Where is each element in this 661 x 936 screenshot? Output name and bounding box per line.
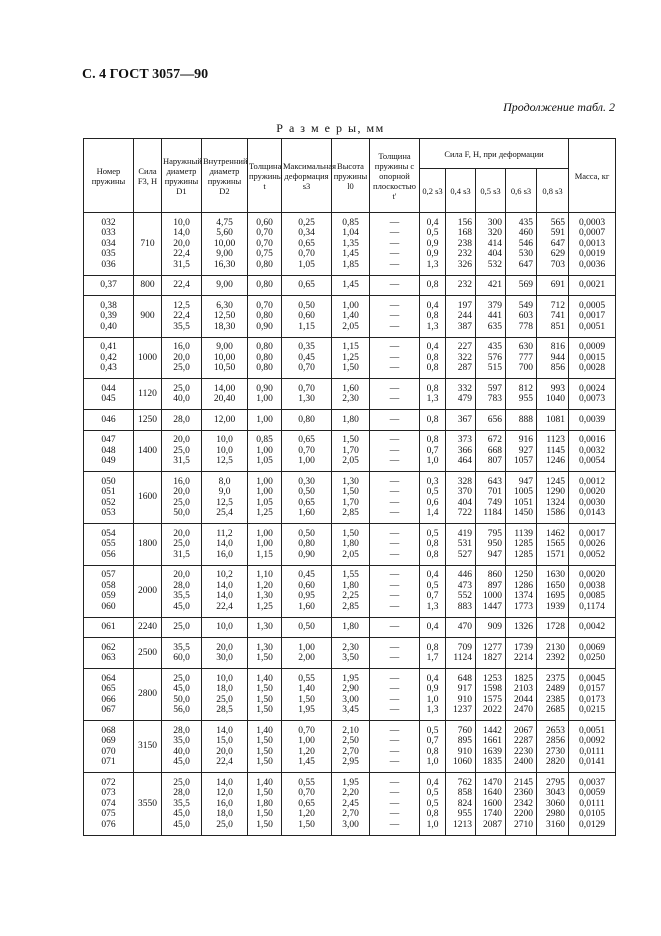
table-row-group — [84, 773, 616, 836]
cell-height: 1,95 2,20 2,45 2,70 3,00 — [332, 773, 370, 836]
table-row-group — [84, 275, 616, 296]
cell-thickness: 0,90 1,00 — [248, 379, 282, 410]
cell-inner-diameter: 8,0 9,0 12,5 25,4 — [202, 472, 248, 524]
cell-force: 2000 — [134, 565, 162, 617]
cell-force-05: 909 — [476, 617, 506, 638]
cell-force-05: 1277 1827 — [476, 638, 506, 669]
cell-inner-diameter: 11,2 14,0 16,0 — [202, 524, 248, 566]
cell-thickness: 1,10 1,20 1,30 1,25 — [248, 565, 282, 617]
cell-force-08: 691 — [537, 275, 569, 296]
cell-force-02: 0,4 0,9 1,0 1,3 — [420, 669, 446, 721]
cell-inner-diameter: 14,00 20,40 — [202, 379, 248, 410]
cell-outer-diameter: 28,0 35,0 40,0 45,0 — [162, 721, 202, 773]
cell-number: 061 — [84, 617, 134, 638]
table-row-group — [84, 565, 616, 617]
cell-outer-diameter: 20,0 25,0 31,5 — [162, 524, 202, 566]
cell-number: 054 055 056 — [84, 524, 134, 566]
table-row-group — [84, 379, 616, 410]
cell-support-thickness: — — — [370, 638, 420, 669]
cell-outer-diameter: 25,0 — [162, 617, 202, 638]
cell-thickness: 1,40 1,50 1,50 1,50 — [248, 669, 282, 721]
cell-force-08: 2653 2856 2730 2820 — [537, 721, 569, 773]
cell-force-02: 0,8 — [420, 275, 446, 296]
cell-height: 1,80 — [332, 617, 370, 638]
cell-force-06: 1250 1286 1374 1773 — [506, 565, 537, 617]
header-inner-diameter: Внутренний диаметр пружины D2 — [202, 139, 248, 213]
cell-support-thickness: — — [370, 275, 420, 296]
cell-inner-diameter: 10,0 18,0 25,0 28,5 — [202, 669, 248, 721]
cell-force: 3550 — [134, 773, 162, 836]
cell-force-08: 1123 1145 1246 — [537, 430, 569, 472]
cell-force-08: 1081 — [537, 410, 569, 431]
cell-number: 068 069 070 071 — [84, 721, 134, 773]
cell-inner-diameter: 12,00 — [202, 410, 248, 431]
cell-support-thickness: — — — — — [370, 721, 420, 773]
cell-outer-diameter: 16,0 20,0 25,0 — [162, 337, 202, 379]
cell-height: 1,50 1,70 2,05 — [332, 430, 370, 472]
cell-force: 1400 — [134, 430, 162, 472]
cell-thickness: 1,30 — [248, 617, 282, 638]
cell-max-deformation: 0,50 0,80 0,90 — [282, 524, 332, 566]
cell-max-deformation: 0,25 0,34 0,65 0,70 1,05 — [282, 213, 332, 276]
header-number: Номер пружины — [84, 139, 134, 213]
cell-force-02: 0,5 0,7 0,8 1,0 — [420, 721, 446, 773]
cell-outer-diameter: 35,5 60,0 — [162, 638, 202, 669]
header-def-08: 0,8 s3 — [537, 169, 569, 213]
cell-mass: 0,0051 0,0092 0,0111 0,0141 — [569, 721, 616, 773]
cell-number: 0,41 0,42 0,43 — [84, 337, 134, 379]
table-row-group — [84, 524, 616, 566]
cell-outer-diameter: 12,5 22,4 35,5 — [162, 296, 202, 338]
cell-max-deformation: 0,50 — [282, 617, 332, 638]
cell-mass: 0,0024 0,0073 — [569, 379, 616, 410]
cell-force-02: 0,8 — [420, 410, 446, 431]
cell-force-04: 648 917 910 1237 — [446, 669, 476, 721]
cell-height: 1,15 1,25 1,50 — [332, 337, 370, 379]
cell-support-thickness: — — — — — [370, 565, 420, 617]
header-mass: Масса, кг — [569, 139, 616, 213]
cell-force-08: 1630 1650 1695 1939 — [537, 565, 569, 617]
cell-max-deformation: 1,00 2,00 — [282, 638, 332, 669]
cell-mass: 0,0012 0,0020 0,0030 0,0143 — [569, 472, 616, 524]
cell-force-05: 860 897 1000 1447 — [476, 565, 506, 617]
cell-force-02: 0,8 1,3 — [420, 379, 446, 410]
cell-support-thickness: — — — — — — [370, 213, 420, 276]
table-caption: Р а з м е р ы, мм — [276, 121, 385, 135]
cell-outer-diameter: 25,0 45,0 50,0 56,0 — [162, 669, 202, 721]
cell-number: 044 045 — [84, 379, 134, 410]
cell-force-02: 0,8 1,7 — [420, 638, 446, 669]
cell-force-06: 569 — [506, 275, 537, 296]
cell-force-05: 1470 1640 1600 1740 2087 — [476, 773, 506, 836]
cell-force: 2240 — [134, 617, 162, 638]
cell-force-06: 630 777 700 — [506, 337, 537, 379]
cell-force-04: 470 — [446, 617, 476, 638]
table-row-group — [84, 296, 616, 338]
header-def-02: 0,2 s3 — [420, 169, 446, 213]
cell-force-04: 227 322 287 — [446, 337, 476, 379]
cell-force-05: 672 668 807 — [476, 430, 506, 472]
cell-mass: 0,0017 0,0026 0,0052 — [569, 524, 616, 566]
cell-inner-diameter: 10,0 10,0 12,5 — [202, 430, 248, 472]
cell-force-05: 643 701 749 1184 — [476, 472, 506, 524]
cell-force-04: 328 370 404 722 — [446, 472, 476, 524]
cell-force-02: 0,4 — [420, 617, 446, 638]
cell-max-deformation: 0,65 — [282, 275, 332, 296]
cell-max-deformation: 0,70 1,00 1,20 1,45 — [282, 721, 332, 773]
cell-inner-diameter: 14,0 12,0 16,0 18,0 25,0 — [202, 773, 248, 836]
cell-max-deformation: 0,30 0,50 0,65 1,60 — [282, 472, 332, 524]
cell-max-deformation: 0,80 — [282, 410, 332, 431]
cell-force-04: 156 168 238 232 326 — [446, 213, 476, 276]
cell-support-thickness: — — — — [370, 524, 420, 566]
cell-force-06: 1825 2103 2044 2470 — [506, 669, 537, 721]
cell-max-deformation: 0,55 0,70 0,65 1,20 1,50 — [282, 773, 332, 836]
cell-support-thickness: — — [370, 617, 420, 638]
table-row-group — [84, 410, 616, 431]
cell-force-05: 1253 1598 1575 2022 — [476, 669, 506, 721]
cell-inner-diameter: 10,0 — [202, 617, 248, 638]
cell-number: 057 058 059 060 — [84, 565, 134, 617]
cell-max-deformation: 0,70 1,30 — [282, 379, 332, 410]
cell-number: 046 — [84, 410, 134, 431]
cell-number: 047 048 049 — [84, 430, 134, 472]
cell-force-02: 0,8 0,7 1,0 — [420, 430, 446, 472]
cell-force-06: 549 603 778 — [506, 296, 537, 338]
cell-force-06: 2067 2287 2230 2400 — [506, 721, 537, 773]
cell-force-08: 1245 1290 1324 1586 — [537, 472, 569, 524]
table-row-group — [84, 472, 616, 524]
cell-number: 072 073 074 075 076 — [84, 773, 134, 836]
cell-mass: 0,0016 0,0032 0,0054 — [569, 430, 616, 472]
cell-force-08: 565 591 647 629 703 — [537, 213, 569, 276]
cell-force-05: 795 950 947 — [476, 524, 506, 566]
cell-force-06: 1139 1285 1285 — [506, 524, 537, 566]
header-thickness: Толщина пружины t — [248, 139, 282, 213]
cell-mass: 0,0020 0,0038 0,0085 0,1174 — [569, 565, 616, 617]
cell-number: 0,38 0,39 0,40 — [84, 296, 134, 338]
table-row-group — [84, 213, 616, 276]
header-support-thickness: Толщина пружины с опорной плоскостью t' — [370, 139, 420, 213]
cell-height: 2,10 2,50 2,70 2,95 — [332, 721, 370, 773]
cell-mass: 0,0021 — [569, 275, 616, 296]
table-row-group — [84, 721, 616, 773]
cell-thickness: 0,70 0,80 0,90 — [248, 296, 282, 338]
cell-max-deformation: 0,55 1,40 1,50 1,95 — [282, 669, 332, 721]
cell-force-08: 712 741 851 — [537, 296, 569, 338]
table-row-group — [84, 617, 616, 638]
header-force: Сила F3, Н — [134, 139, 162, 213]
cell-thickness: 1,00 1,00 1,15 — [248, 524, 282, 566]
cell-height: 0,85 1,04 1,35 1,45 1,85 — [332, 213, 370, 276]
cell-outer-diameter: 25,0 28,0 35,5 45,0 45,0 — [162, 773, 202, 836]
cell-mass: 0,0003 0,0007 0,0013 0,0019 0,0036 — [569, 213, 616, 276]
cell-force-02: 0,4 0,5 0,9 0,9 1,3 — [420, 213, 446, 276]
cell-force-02: 0,4 0,5 0,7 1,3 — [420, 565, 446, 617]
cell-thickness: 0,85 1,00 1,05 — [248, 430, 282, 472]
table-continuation-note: Продолжение табл. 2 — [503, 100, 615, 114]
cell-force-06: 1326 — [506, 617, 537, 638]
cell-force-04: 332 479 — [446, 379, 476, 410]
cell-force: 800 — [134, 275, 162, 296]
cell-max-deformation: 0,65 0,70 1,00 — [282, 430, 332, 472]
cell-mass: 0,0069 0,0250 — [569, 638, 616, 669]
cell-height: 1,60 2,30 — [332, 379, 370, 410]
cell-force-06: 1739 2214 — [506, 638, 537, 669]
cell-thickness: 1,40 1,50 1,50 1,50 — [248, 721, 282, 773]
cell-support-thickness: — — — — — [370, 472, 420, 524]
cell-mass: 0,0042 — [569, 617, 616, 638]
cell-number: 064 065 066 067 — [84, 669, 134, 721]
cell-max-deformation: 0,35 0,45 0,70 — [282, 337, 332, 379]
cell-force-04: 446 473 552 883 — [446, 565, 476, 617]
cell-inner-diameter: 4,75 5,60 10,00 9,00 16,30 — [202, 213, 248, 276]
table-row-group — [84, 669, 616, 721]
cell-force: 2500 — [134, 638, 162, 669]
cell-force-04: 760 895 910 1060 — [446, 721, 476, 773]
cell-outer-diameter: 20,0 25,0 31,5 — [162, 430, 202, 472]
cell-height: 2,30 3,50 — [332, 638, 370, 669]
cell-force-05: 421 — [476, 275, 506, 296]
cell-force-04: 367 — [446, 410, 476, 431]
cell-support-thickness: — — — — — — [370, 773, 420, 836]
cell-thickness: 1,00 — [248, 410, 282, 431]
cell-support-thickness: — — — [370, 379, 420, 410]
cell-inner-diameter: 14,0 15,0 20,0 22,4 — [202, 721, 248, 773]
cell-force-05: 1442 1661 1639 1835 — [476, 721, 506, 773]
cell-support-thickness: — — — — — [370, 669, 420, 721]
cell-force-06: 888 — [506, 410, 537, 431]
cell-force-05: 597 783 — [476, 379, 506, 410]
cell-force-05: 435 576 515 — [476, 337, 506, 379]
cell-mass: 0,0005 0,0017 0,0051 — [569, 296, 616, 338]
cell-thickness: 0,80 — [248, 275, 282, 296]
cell-height: 1,50 1,80 2,05 — [332, 524, 370, 566]
cell-force: 1120 — [134, 379, 162, 410]
cell-force-08: 2130 2392 — [537, 638, 569, 669]
cell-force: 710 — [134, 213, 162, 276]
cell-force-05: 379 441 635 — [476, 296, 506, 338]
cell-force: 1800 — [134, 524, 162, 566]
cell-height: 1,55 1,80 2,25 2,85 — [332, 565, 370, 617]
cell-mass: 0,0045 0,0157 0,0173 0,0215 — [569, 669, 616, 721]
cell-outer-diameter: 25,0 40,0 — [162, 379, 202, 410]
cell-max-deformation: 0,45 0,60 0,95 1,60 — [282, 565, 332, 617]
cell-force-06: 2145 2360 2342 2200 2710 — [506, 773, 537, 836]
cell-force-04: 197 244 387 — [446, 296, 476, 338]
cell-mass: 0,0009 0,0015 0,0028 — [569, 337, 616, 379]
table-row-group — [84, 638, 616, 669]
cell-height: 1,00 1,40 2,05 — [332, 296, 370, 338]
cell-force-02: 0,5 0,8 0,8 — [420, 524, 446, 566]
cell-force-02: 0,4 0,8 0,8 — [420, 337, 446, 379]
header-def-04: 0,4 s3 — [446, 169, 476, 213]
cell-force-06: 435 460 546 530 647 — [506, 213, 537, 276]
cell-support-thickness: — — — — [370, 296, 420, 338]
cell-outer-diameter: 20,0 28,0 35,5 45,0 — [162, 565, 202, 617]
cell-force: 1250 — [134, 410, 162, 431]
cell-number: 0,37 — [84, 275, 134, 296]
cell-force-04: 232 — [446, 275, 476, 296]
cell-outer-diameter: 10,0 14,0 20,0 22,4 31,5 — [162, 213, 202, 276]
cell-inner-diameter: 20,0 30,0 — [202, 638, 248, 669]
cell-force-08: 1462 1565 1571 — [537, 524, 569, 566]
cell-inner-diameter: 6,30 12,50 18,30 — [202, 296, 248, 338]
cell-thickness: 0,80 0,80 0,80 — [248, 337, 282, 379]
cell-height: 1,95 2,90 3,00 3,45 — [332, 669, 370, 721]
cell-force-04: 419 531 527 — [446, 524, 476, 566]
cell-outer-diameter: 16,0 20,0 25,0 50,0 — [162, 472, 202, 524]
cell-force-02: 0,4 0,5 0,5 0,8 1,0 — [420, 773, 446, 836]
header-outer-diameter: Наружный диаметр пружины D1 — [162, 139, 202, 213]
cell-outer-diameter: 28,0 — [162, 410, 202, 431]
cell-support-thickness: — — — — [370, 430, 420, 472]
cell-outer-diameter: 22,4 — [162, 275, 202, 296]
spring-table — [83, 138, 616, 836]
cell-force-08: 2795 3043 3060 2980 3160 — [537, 773, 569, 836]
cell-force-08: 2375 2489 2385 2685 — [537, 669, 569, 721]
table-row-group — [84, 430, 616, 472]
table-body — [84, 213, 616, 836]
cell-mass: 0,0037 0,0059 0,0111 0,0105 0,0129 — [569, 773, 616, 836]
cell-height: 1,45 — [332, 275, 370, 296]
cell-force: 1000 — [134, 337, 162, 379]
cell-height: 1,30 1,50 1,70 2,85 — [332, 472, 370, 524]
cell-number: 032 033 034 035 036 — [84, 213, 134, 276]
cell-thickness: 1,00 1,00 1,05 1,25 — [248, 472, 282, 524]
cell-support-thickness: — — — — [370, 337, 420, 379]
cell-thickness: 1,40 1,50 1,80 1,50 1,50 — [248, 773, 282, 836]
cell-force-08: 816 944 856 — [537, 337, 569, 379]
cell-force-06: 947 1005 1051 1450 — [506, 472, 537, 524]
cell-force: 1600 — [134, 472, 162, 524]
cell-mass: 0,0039 — [569, 410, 616, 431]
cell-number: 062 063 — [84, 638, 134, 669]
cell-force-02: 0,4 0,8 1,3 — [420, 296, 446, 338]
cell-force: 900 — [134, 296, 162, 338]
table-row-group — [84, 337, 616, 379]
cell-force-04: 709 1124 — [446, 638, 476, 669]
cell-thickness: 1,30 1,50 — [248, 638, 282, 669]
page-header: С. 4 ГОСТ 3057—90 — [82, 67, 209, 82]
cell-inner-diameter: 10,2 14,0 14,0 22,4 — [202, 565, 248, 617]
cell-force-06: 916 927 1057 — [506, 430, 537, 472]
cell-inner-diameter: 9,00 — [202, 275, 248, 296]
cell-force: 3150 — [134, 721, 162, 773]
cell-force-04: 762 858 824 955 1213 — [446, 773, 476, 836]
header-height: Высота пружины l0 — [332, 139, 370, 213]
header-def-05: 0,5 s3 — [476, 169, 506, 213]
cell-force-04: 373 366 464 — [446, 430, 476, 472]
header-force-group: Сила F, Н, при деформации — [420, 139, 569, 169]
cell-max-deformation: 0,50 0,60 1,15 — [282, 296, 332, 338]
header-def-06: 0,6 s3 — [506, 169, 537, 213]
cell-number: 050 051 052 053 — [84, 472, 134, 524]
cell-force: 2800 — [134, 669, 162, 721]
cell-force-05: 656 — [476, 410, 506, 431]
cell-force-08: 1728 — [537, 617, 569, 638]
cell-force-02: 0,3 0,5 0,6 1,4 — [420, 472, 446, 524]
cell-inner-diameter: 9,00 10,00 10,50 — [202, 337, 248, 379]
cell-support-thickness: — — [370, 410, 420, 431]
cell-height: 1,80 — [332, 410, 370, 431]
cell-force-05: 300 320 414 404 532 — [476, 213, 506, 276]
header-max-deformation: Максимальная деформация s3 — [282, 139, 332, 213]
cell-force-06: 812 955 — [506, 379, 537, 410]
cell-thickness: 0,60 0,70 0,70 0,75 0,80 — [248, 213, 282, 276]
cell-force-08: 993 1040 — [537, 379, 569, 410]
